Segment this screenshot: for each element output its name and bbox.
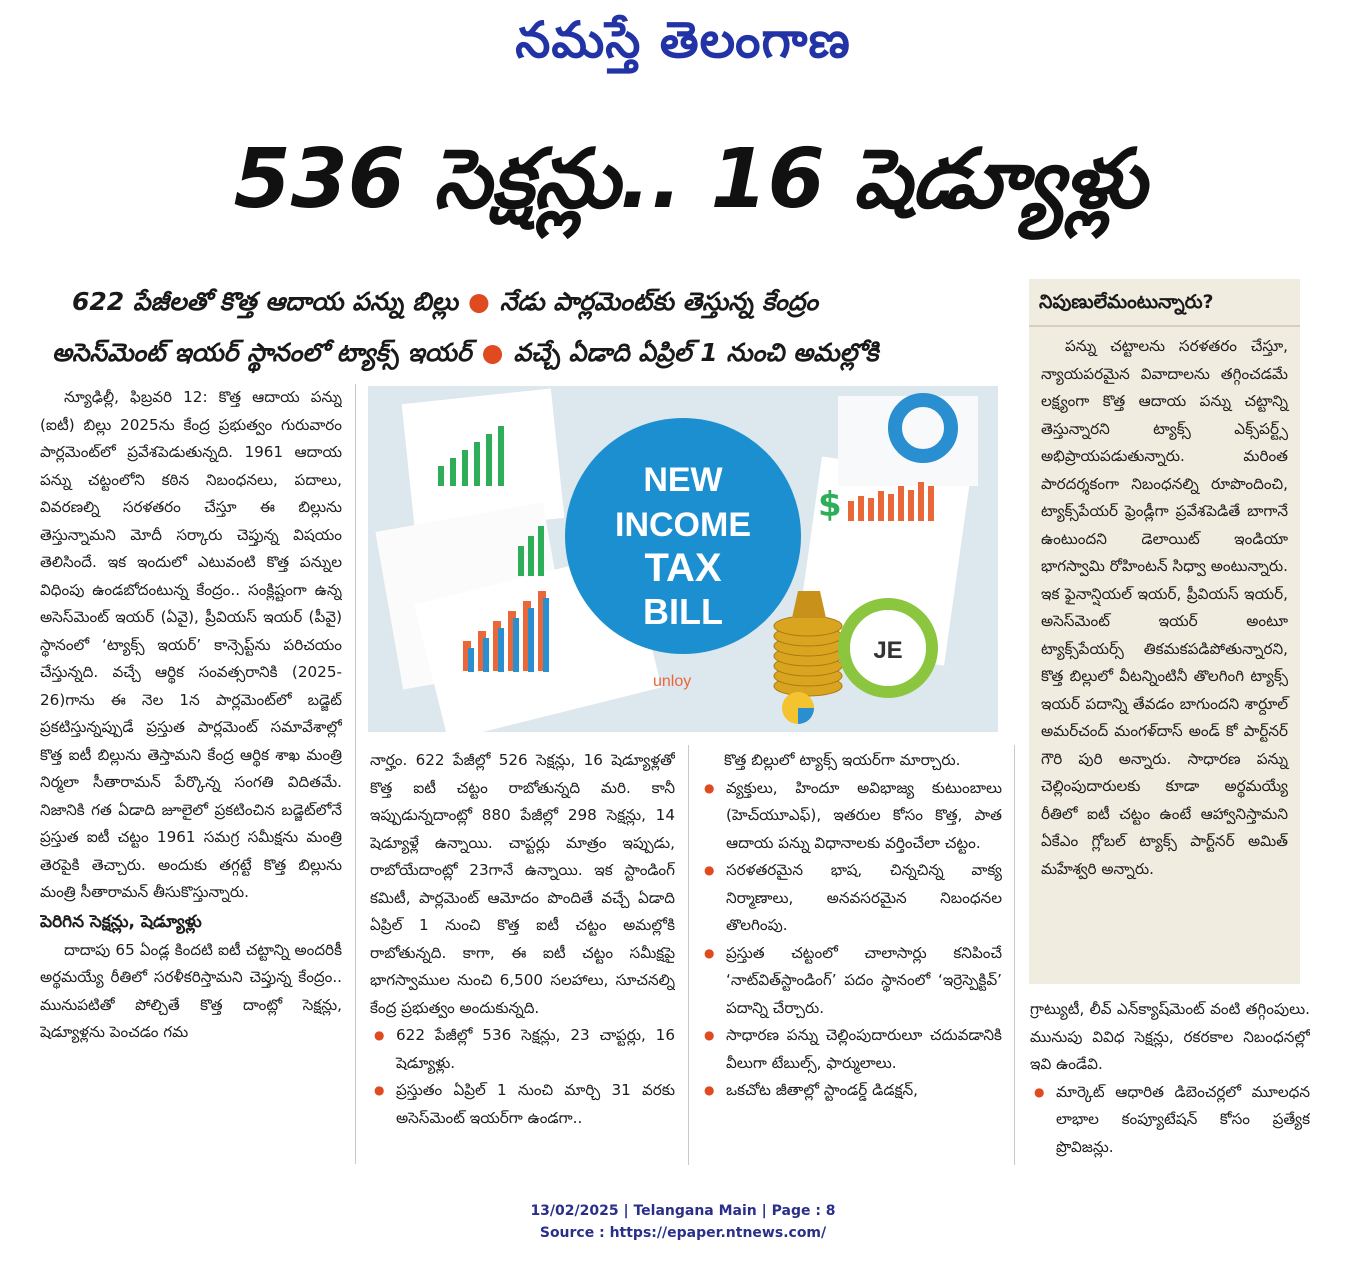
list-item: ● వ్యక్తులు, హిందూ అవిభాజ్య కుటుంబాలు (హెచ్‌యూఎఫ్), ఇతరుల కోసం కొత్త, పాత ఆదాయ పన్ను విధానాలకు వర్తించేలా చట్టం. — [700, 775, 1002, 858]
column-divider — [688, 745, 689, 1165]
highlights-list — [700, 775, 1002, 1105]
photo-illustration — [368, 386, 998, 732]
column-divider — [355, 384, 356, 1164]
badge-line-4: BILL — [643, 591, 723, 632]
sidebar-body — [1029, 327, 1300, 973]
article-column-2 — [370, 747, 675, 1167]
list-item: ● సాధారణ పన్ను చెల్లింపుదారులూ చదువడానికి వీలుగా టేబుల్స్, ఫార్ములాలు. — [700, 1022, 1002, 1077]
expert-sidebar — [1029, 279, 1300, 984]
list-item: ● మార్కెట్ ఆధారిత డిబెంచర్లలో మూలధన లాభాల కంప్యూటేషన్ కోసం ప్రత్యేక ప్రొవిజన్లు. — [1030, 1079, 1310, 1162]
deck-line-1 — [72, 284, 1012, 320]
list-item: ● 622 పేజీల్లో 536 సెక్షన్లు, 23 చాప్టర్లు, 16 షెడ్యూళ్లు. — [370, 1022, 675, 1077]
dollar-sign: $ — [818, 485, 842, 525]
coin-label: JE — [873, 637, 903, 664]
list-item: ● ఒకచోట జీతాల్లో స్టాండర్డ్ డిడక్షన్, — [700, 1077, 1002, 1105]
list-item: ● సరళతరమైన భాష, చిన్నచిన్న వాక్య నిర్మాణాలు, అనవసరమైన నిబంధనల తొలగింపు. — [700, 857, 1002, 940]
highlights-list — [1030, 1079, 1310, 1162]
deck-1a: 622 పేజీలతో కొత్త ఆదాయ పన్ను బిల్లు — [72, 287, 458, 316]
article-paragraph: గ్రాట్యుటీ, లీవ్ ఎన్‌క్యాష్‌మెంట్ వంటి తగ్గింపులు. మునుపు వివిధ సెక్షన్లు, రకరకాల నిబంధనల్లో ఇవి ఉండేవి. — [1030, 1000, 1310, 1073]
article-paragraph: పన్ను చట్టాలను సరళతరం చేస్తూ, న్యాయపరమైన వివాదాలను తగ్గించడమే లక్ష్యంగా కొత్త ఆదాయ పన్ను చట్టాన్ని తెస్తున్నారని ట్యాక్స్ ఎక్స్‌పర్ట్స్ అభిప్రాయపడుతున్నారు. మరింత పారదర్శకంగా నిబంధనల్ని రూపొందించి, ట్యాక్స్‌పేయర్ ఫ్రెండ్లీగా ప్రవేశపెడితే బాగానే ఉంటుందని డెలాయిట్ ఇండియా భాగస్వామి రోహింటన్ సిధ్వా అంటున్నారు. ఇక ఫైనాన్షియల్ ఇయర్, ప్రీవియస్ ఇయర్, అసెస్‌మెంట్ ఇయర్ అంటూ ట్యాక్స్‌పేయర్స్ తికమకపడిపోతున్నారని, కొత్త బిల్లులో వీటన్నింటినీ తొలగింగి ట్యాక్స్ ఇయర్ పదాన్ని తేవడం బాగుందని శార్దూల్ అమర్‌చంద్ మంగళ్‌దాస్ అండ్ కో పార్ట్‌నర్ గౌరి పురి అన్నారు. సాధారణ పన్ను చెల్లింపుదారులకు కూడా అర్థమయ్యే రీతిలో ఐటీ చట్టం ఉంటే ఆహ్వానిస్తామని ఏకేఎం గ్లోబల్ ట్యాక్స్ పార్ట్‌నర్ అమిత్ మహేశ్వరి అన్నారు. — [1041, 337, 1288, 878]
article-paragraph: నార్హం. 622 పేజీల్లో 526 సెక్షన్లు, 16 షెడ్యూళ్లతో కొత్త ఐటీ చట్టం రాబోతున్నది మరి. కానీ ఇప్పుడున్నదాంట్లో 880 పేజీల్లో 298 సెక్షన్లు, 14 షెడ్యూళ్లే ఉన్నాయి. చాప్టర్లు మాత్రం ఇప్పుడు, రాబోయేదాంట్లో 23గానే ఉన్నాయి. ఇక స్టాండింగ్ కమిటీ, పార్లమెంట్ ఆమోదం పొందితే వచ్చే ఏడాది ఏప్రిల్ 1 నుంచి కొత్త ఐటీ చట్టం అమల్లోకి రాబోతున్నది. కాగా, ఈ ఐటీ చట్టం సమీక్షపై భాగస్వాముల నుంచి 6,500 సలహాలు, సూచనల్ని కేంద్ర ప్రభుత్వం అందుకున్నది. — [370, 751, 675, 1017]
section-subhead: పెరిగిన సెక్షన్లు, షెడ్యూళ్లు — [40, 911, 202, 932]
deck-1b: నేడు పార్లమెంట్‌కు తెస్తున్న కేంద్రం — [499, 287, 819, 316]
badge-line-1: NEW — [643, 461, 723, 499]
article-column-1 — [40, 384, 342, 1174]
article-paragraph: దాదాపు 65 ఏండ్ల కిందటి ఐటీ చట్టాన్ని అందరికీ అర్థమయ్యే రీతిలో సరళీకరిస్తామని చెప్తున్న కేంద్రం.. మునుపటితో పోల్చితే కొత్త దాంట్లో సెక్షన్లు, షెడ్యూళ్లను పెంచడం గమ — [40, 940, 342, 1041]
sidebar-title: నిపుణులేమంటున్నారు? — [1029, 279, 1300, 327]
deck-2a: అసెస్‌మెంట్ ఇయర్ స్థానంలో ట్యాక్స్ ఇయర్ — [52, 338, 472, 367]
column-divider — [1014, 745, 1015, 1165]
brand-label: unloy — [653, 673, 692, 690]
bullet-dot-icon: ● — [467, 287, 490, 316]
list-item: ● ప్రస్తుత చట్టంలో చాలాసార్లు కనిపించే ‘నాట్‌విత్‌స్టాండింగ్’ పదం స్థానంలో ‘ఇర్రెస్పెక్టివ్’ పదాన్ని చేర్చారు. — [700, 940, 1002, 1023]
badge-line-3: TAX — [644, 546, 722, 590]
deck-line-2 — [52, 335, 1012, 371]
article-paragraph: న్యూఢిల్లీ, ఫిబ్రవరి 12: కొత్త ఆదాయ పన్ను (ఐటీ) బిల్లు 2025ను కేంద్ర ప్రభుత్వం గురువారం పార్లమెంట్‌లో ప్రవేశపెడుతున్నది. 1961 ఆదాయ పన్ను చట్టంలోని కఠిన నిబంధనలు, పదాలు, వివరణల్ని సరళతరం చేస్తూ ఈ బిల్లును తెస్తున్నామని మోదీ సర్కారు చెప్తున్న విషయం తెలిసిందే. ఇక ఇందులో ఎటువంటి కొత్త పన్నుల విధింపు ఉండబోదంటున్న కేంద్రం.. సంక్లిష్టంగా ఉన్న అసెస్‌మెంట్ ఇయర్ (ఏవై), ప్రీవియస్ ఇయర్ (పీవై) స్థానంలో ‘ట్యాక్స్ ఇయర్’ కాన్సెప్ట్‌ను పరిచయం చేస్తున్నది. వచ్చే ఆర్థిక సంవత్సరానికి (2025-26)గాను ఈ నెల 1న పార్లమెంట్‌లో బడ్జెట్ ప్రకటిస్తున్నప్పుడే ప్రస్తుత పార్లమెంట్ సమావేశాల్లో కొత్త ఐటీ బిల్లును తెస్తామని కేంద్ర ఆర్థిక శాఖ మంత్రి నిర్మలా సీతారామన్ పేర్కొన్న సంగతి విదితమే. నిజానికి గత ఏడాది జూలైలో ప్రకటించిన బడ్జెట్‌లోనే ప్రస్తుత ఐటీ చట్టం 1961 సమగ్ర సమీక్షను మంత్రి తెరపైకి తెచ్చారు. అందుకు తగ్గట్టే కొత్త బిల్లును మంత్రి సీతారామన్ తీసుకొస్తున్నారు. — [40, 388, 342, 901]
page-headline: 536 సెక్షన్లు.. 16 షెడ్యూళ్లు — [233, 132, 1147, 227]
bullet-dot-icon: ● — [481, 338, 504, 367]
masthead: నమస్తే తెలంగాణ — [515, 11, 851, 69]
list-item: ● ప్రస్తుతం ఏప్రిల్ 1 నుంచి మార్చి 31 వరకు అసెస్‌మెంట్ ఇయర్‌గా ఉండగా.. — [370, 1077, 675, 1132]
article-photo — [368, 386, 998, 732]
article-column-4 — [1030, 996, 1310, 1166]
footer-dateline: 13/02/2025 | Telangana Main | Page : 8 — [530, 1203, 836, 1219]
highlights-list — [370, 1022, 675, 1132]
badge-line-2: INCOME — [615, 506, 751, 544]
article-paragraph: కొత్త బిల్లులో ట్యాక్స్ ఇయర్‌గా మార్చారు. — [724, 751, 961, 769]
deck-2b: వచ్చే ఏడాది ఏప్రిల్ 1 నుంచి అమల్లోకి — [513, 338, 879, 367]
article-column-3 — [700, 747, 1002, 1167]
footer-source: Source : https://epaper.ntnews.com/ — [539, 1225, 827, 1241]
